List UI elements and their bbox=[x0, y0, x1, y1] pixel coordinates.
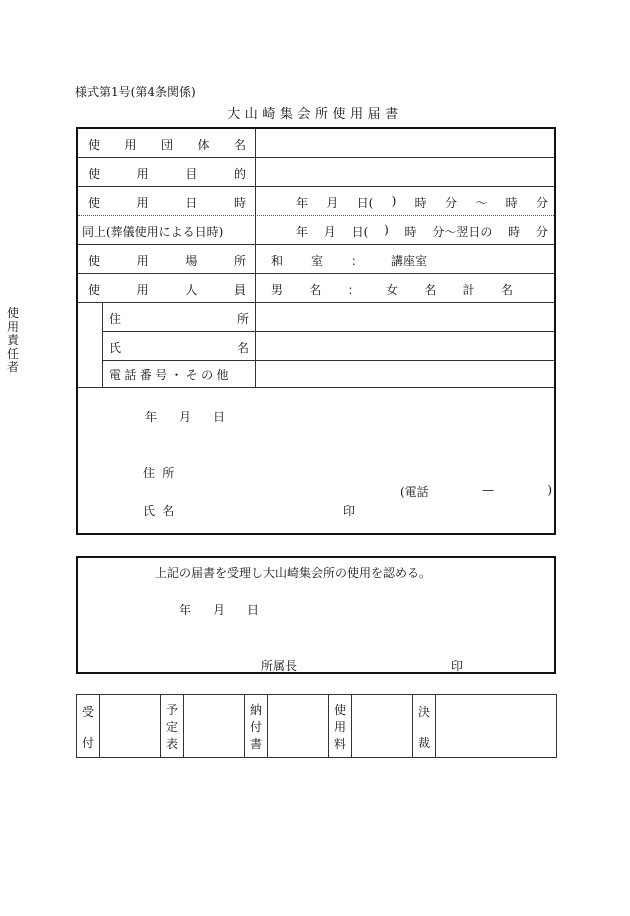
label-phone-other: 電話番号・その他 bbox=[109, 368, 232, 382]
label-funeral-date: 同上(葬儀使用による日時) bbox=[82, 225, 224, 239]
label-people: 使 用 人 員 bbox=[88, 283, 246, 297]
input-group-name[interactable] bbox=[258, 131, 553, 155]
applicant-date[interactable]: 年 月 日 bbox=[145, 410, 225, 424]
stamp-box-usage-fee[interactable] bbox=[352, 695, 412, 757]
stamp-label-payment-slip: 納 付 書 bbox=[249, 703, 262, 751]
label-purpose: 使 用 目 的 bbox=[88, 167, 246, 181]
input-address[interactable] bbox=[258, 305, 553, 329]
label-place: 使 用 場 所 bbox=[88, 254, 246, 268]
place-value[interactable]: 和 室 ： 講座室 bbox=[271, 254, 427, 268]
stamp-label-schedule: 予 定 表 bbox=[165, 703, 178, 751]
date-value[interactable]: 年 月 日( ) 時 分 ～ 時 分 bbox=[296, 194, 548, 210]
label-address: 住 所 bbox=[109, 312, 249, 326]
application-table bbox=[76, 127, 556, 535]
stamp-label-reception: 受 付 bbox=[81, 705, 94, 750]
approval-seal: 印 bbox=[451, 659, 464, 673]
label-date: 使 用 日 時 bbox=[88, 196, 246, 210]
input-name[interactable] bbox=[258, 334, 553, 358]
processing-stamps bbox=[76, 694, 557, 758]
applicant-name-label: 氏名 bbox=[143, 504, 182, 518]
label-name: 氏 名 bbox=[109, 341, 249, 355]
stamp-box-schedule[interactable] bbox=[184, 695, 244, 757]
stamp-label-usage-fee: 使 用 料 bbox=[333, 703, 346, 751]
form-number: 様式第1号(第4条関係) bbox=[75, 85, 196, 99]
approval-date[interactable]: 年 月 日 bbox=[179, 603, 259, 617]
label-group-name: 使 用 団 体 名 bbox=[88, 138, 246, 152]
people-value[interactable]: 男 名 ： 女 名 計 名 bbox=[271, 283, 513, 297]
stamp-box-approval[interactable] bbox=[436, 695, 556, 757]
funeral-date-value[interactable]: 年 月 日( ) 時 分～翌日の 時 分 bbox=[296, 223, 548, 239]
approval-box bbox=[76, 556, 556, 674]
applicant-seal: 印 bbox=[343, 504, 356, 518]
applicant-address-label: 住所 bbox=[143, 466, 182, 480]
applicant-phone[interactable]: (電話 — ) bbox=[400, 483, 552, 499]
input-purpose[interactable] bbox=[258, 160, 553, 184]
stamp-label-approval: 決 裁 bbox=[417, 705, 430, 750]
label-responsible-person: 使用責任者 bbox=[6, 306, 19, 374]
stamp-box-reception[interactable] bbox=[100, 695, 160, 757]
approval-text: 上記の届書を受理し大山崎集会所の使用を認める。 bbox=[155, 566, 432, 580]
stamp-box-payment-slip[interactable] bbox=[268, 695, 328, 757]
input-phone-other[interactable] bbox=[258, 363, 553, 385]
form-title: 大山崎集会所使用届書 bbox=[227, 107, 403, 122]
approval-chief-label: 所属長 bbox=[261, 659, 298, 673]
